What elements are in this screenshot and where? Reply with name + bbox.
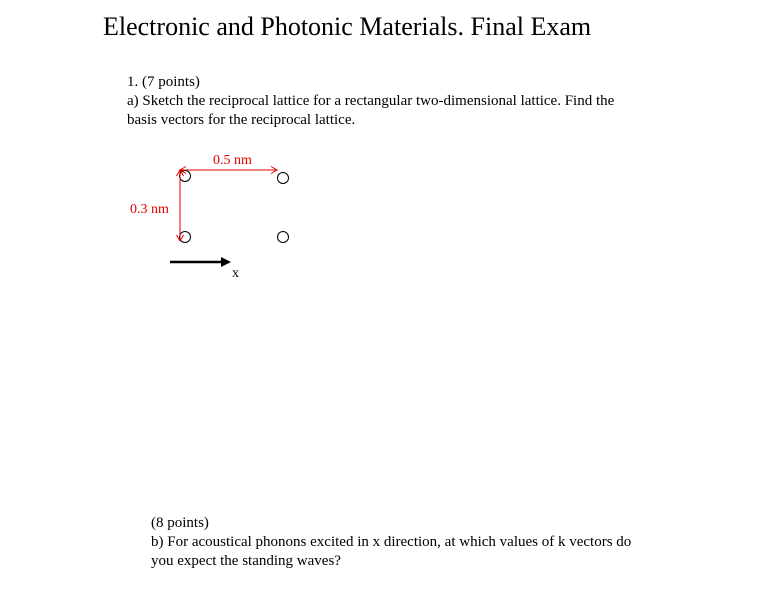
x-direction-arrow <box>170 257 231 267</box>
lattice-point-bottom-left <box>180 232 191 243</box>
lattice-point-top-right <box>278 173 289 184</box>
lattice-points <box>180 171 289 243</box>
question-1-header: 1. (7 points) <box>127 74 200 90</box>
lattice-point-bottom-right <box>278 232 289 243</box>
question-1a-line-2: basis vectors for the reciprocal lattice. <box>127 112 356 128</box>
horizontal-spacing-label: 0.5 nm <box>213 153 252 168</box>
question-1b-text <box>151 533 691 571</box>
page-title: Electronic and Photonic Materials. Final Exam <box>103 12 592 41</box>
question-1b-line-2: you expect the standing waves? <box>151 553 341 569</box>
question-1b-line-1: b) For acoustical phonons excited in x direction, at which values of k vectors do <box>151 534 632 550</box>
question-1b-points: (8 points) <box>151 515 209 531</box>
vertical-spacing-label: 0.3 nm <box>130 202 169 217</box>
x-axis-label: x <box>232 266 239 281</box>
question-1a-line-1: a) Sketch the reciprocal lattice for a rectangular two-dimensional lattice. Find the <box>127 93 615 109</box>
